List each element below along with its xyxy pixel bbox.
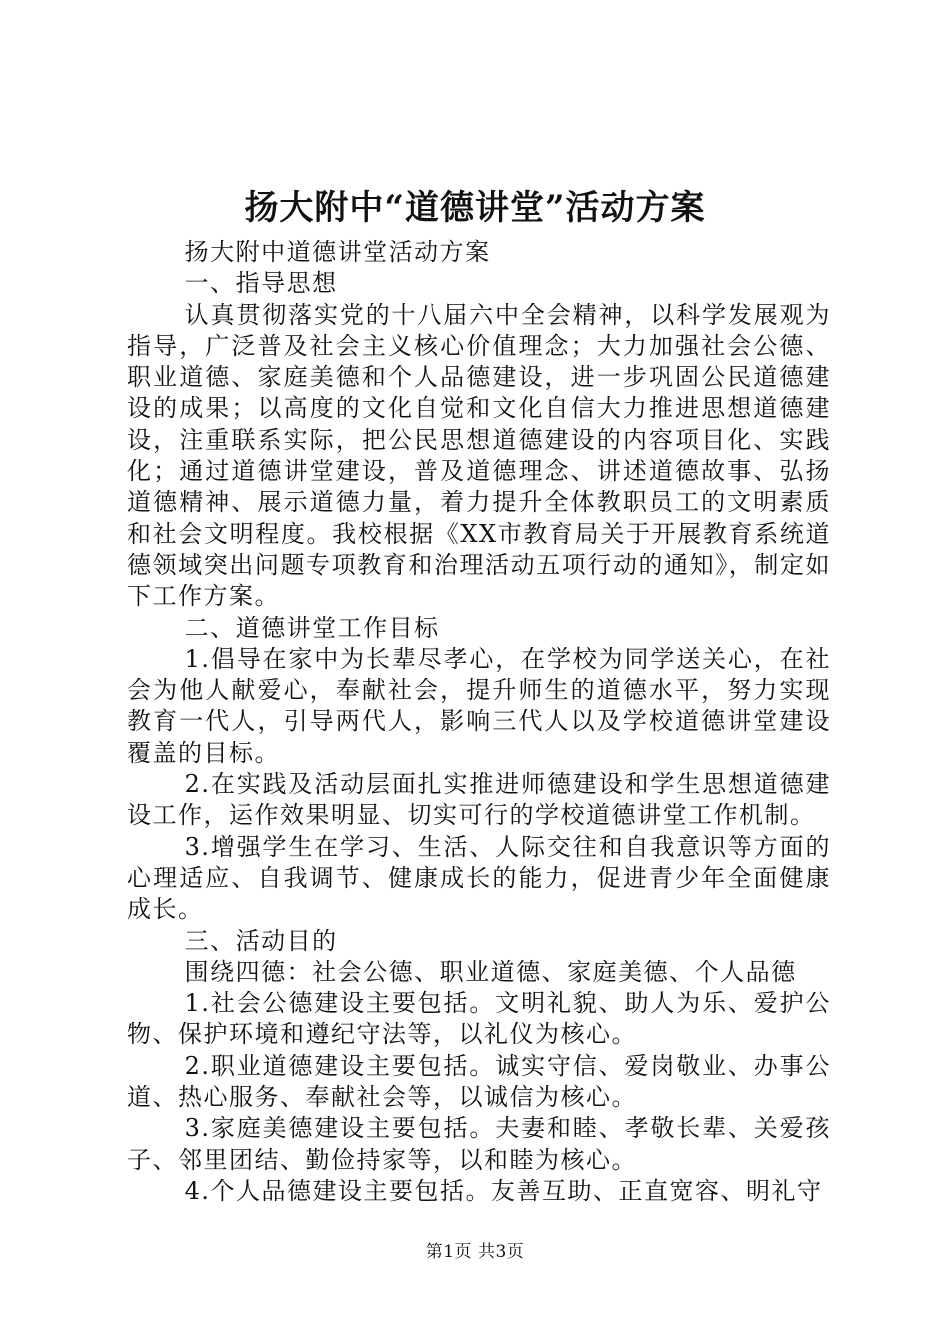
body-paragraph: 1.倡导在家中为长辈尽孝心，在学校为同学送关心，在社会为他人献爱心，奉献社会，提升师生的道德水平，努力实现教育一代人，引导两代人，影响三代人以及学校道德讲堂建设覆盖的目标。 — [127, 644, 831, 767]
body-paragraph: 4.个人品德建设主要包括。友善互助、正直宽容、明礼守 — [184, 1176, 823, 1205]
body-paragraph: 3.增强学生在学习、生活、人际交往和自我意识等方面的心理适应、自我调节、健康成长的能力，促进青少年全面健康成长。 — [127, 832, 831, 924]
body-paragraph: 围绕四德：社会公德、职业道德、家庭美德、个人品德 — [184, 957, 797, 986]
section-heading-guiding-ideology: 一、指导思想 — [184, 269, 338, 298]
subtitle-paragraph: 扬大附中道德讲堂活动方案 — [184, 238, 491, 266]
document-title: 扬大附中“道德讲堂”活动方案 — [244, 188, 706, 228]
body-paragraph: 认真贯彻落实党的十八届六中全会精神，以科学发展观为指导，广泛普及社会主义核心价值理念；大力加强社会公德、职业道德、家庭美德和个人品德建设，进一步巩固公民道德建设的成果；以高度的文化自觉和文化自信大力推进思想道德建设，注重联系实际，把公民思想道德建设的内容项目化、实践化；通过道德讲堂建设，普及道德理念、讲述道德故事、弘扬道德精神、展示道德力量，着力提升全体教职员工的文明素质和社会文明程度。我校根据《XX市教育局关于开展教育系统道德领域突出问题专项教育和治理活动五项行动的通知》，制定如下工作方案。 — [127, 300, 831, 611]
section-heading-activity-purpose: 三、活动目的 — [184, 926, 338, 955]
body-paragraph: 3.家庭美德建设主要包括。夫妻和睦、孝敬长辈、关爱孩子、邻里团结、勤俭持家等，以和睦为核心。 — [127, 1114, 831, 1174]
document-body — [127, 237, 831, 1207]
body-paragraph: 2.职业道德建设主要包括。诚实守信、爱岗敬业、办事公道、热心服务、奉献社会等，以诚信为核心。 — [127, 1051, 831, 1112]
page-number-footer: 第1页 共3页 — [425, 1242, 525, 1262]
body-paragraph: 1.社会公德建设主要包括。文明礼貌、助人为乐、爱护公物、保护环境和遵纪守法等，以礼仪为核心。 — [127, 989, 831, 1049]
body-paragraph: 2.在实践及活动层面扎实推进师德建设和学生思想道德建设工作，运作效果明显、切实可行的学校道德讲堂工作机制。 — [127, 770, 831, 830]
section-heading-work-goals: 二、道德讲堂工作目标 — [184, 613, 440, 642]
